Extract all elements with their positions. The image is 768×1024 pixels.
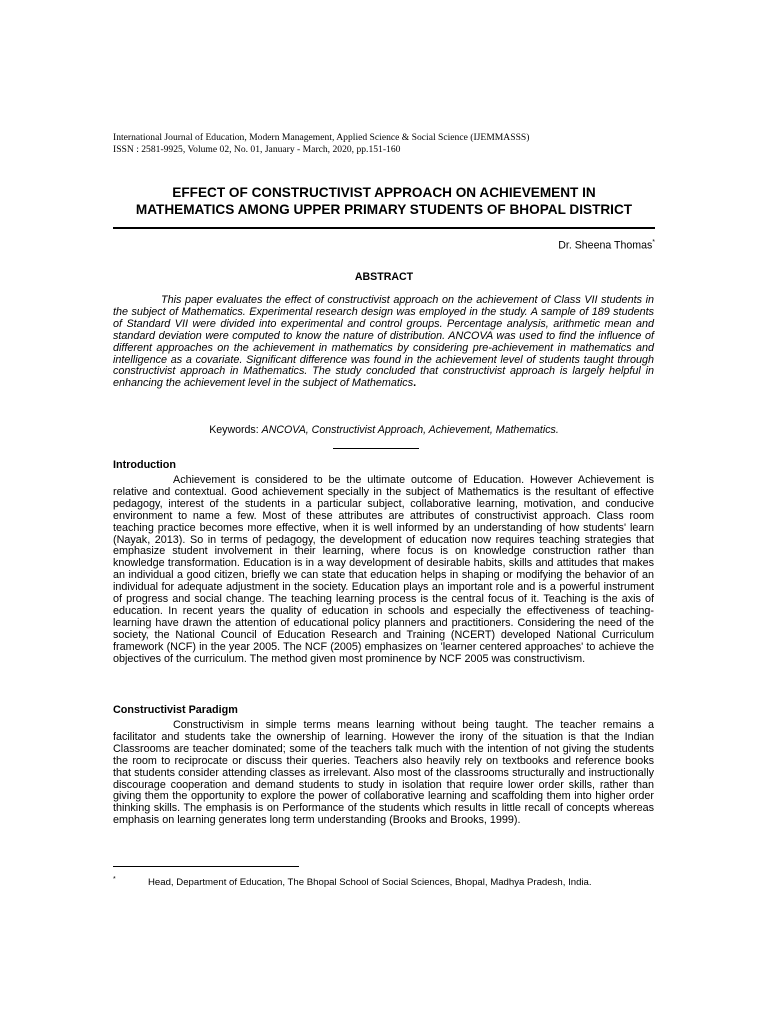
footnote-divider — [113, 866, 299, 867]
journal-citation-line: International Journal of Education, Modern Management, Applied Science & Social Science (IJEMMASSS) — [113, 132, 530, 143]
abstract-heading: ABSTRACT — [354, 271, 414, 283]
abstract-text: This paper evaluates the effect of constructivist approach on the achievement of Class VII students in the subject of Mathematics. Experimental research design was employed in the study. A sample of 189 students of Standard VII were divided into experimental and control groups. Percentage analysis, arithmetic mean and standard deviation were computed to know the nature of distribution. ANCOVA was used to find the influence of different approaches on the achievement in mathematics by considering pre-achievement in mathematics and intelligence as a covariate. Significant difference was found in the achievement level of students taught through constructivist approach in Mathematics. The study concluded that constructivist approach is largely helpful in enhancing the achievement level in the subject of Mathematics — [113, 294, 654, 390]
footnote — [113, 876, 592, 888]
constructivist-paradigm-body: Constructivism in simple terms means learning without being taught. The teacher remains a facilitator and students take the ownership of learning. However the irony of the situation is that the Indian Classrooms are teacher dominated; some of the teachers talk much with the intention of not giving the students the room to reciprocate or discuss their queries. Teachers also heavily rely on textbooks and reference books that students consider attending classes as irrelevant. Also most of the classrooms structurally and instructionally discourage cooperation and demand students to study in isolation that require lower order skills, rather than giving them the opportunity to explore the power of collaborative learning and scaffolding them into higher order thinking skills. The emphasis is on Performance of the students which results in little recall of concepts whereas emphasis on learning generates long term understanding (Brooks and Brooks, 1999). — [113, 719, 654, 827]
journal-header — [113, 132, 673, 155]
paper-title — [113, 184, 655, 218]
footnote-mark: * — [113, 876, 116, 883]
author-byline — [558, 239, 655, 252]
paper-title-line-1: EFFECT OF CONSTRUCTIVIST APPROACH ON ACHIEVEMENT IN — [172, 185, 596, 200]
keywords-label: Keywords: — [209, 424, 262, 436]
keywords-line — [113, 424, 655, 436]
keywords-separator-rule — [333, 448, 419, 449]
author-footnote-mark: * — [652, 239, 655, 246]
abstract-body — [113, 295, 654, 390]
title-divider — [113, 227, 655, 229]
constructivist-paradigm-heading: Constructivist Paradigm — [113, 704, 238, 716]
abstract-end-mark: . — [413, 377, 417, 390]
journal-issn-line: ISSN : 2581-9925, Volume 02, No. 01, January - March, 2020, pp.151-160 — [113, 143, 401, 155]
introduction-heading: Introduction — [113, 459, 176, 471]
introduction-body: Achievement is considered to be the ultimate outcome of Education. However Achievement is relative and contextual. Good achievement specially in the subject of Mathematics is the resultant of effective pedagogy, interest of the students in a particular subject, collaborative learning, motivation, and conducive environment to name a few. Most of these attributes are attributes of constructivist approach. Class room teaching practice becomes more effective, when it is well informed by an understanding of how students' learn (Nayak, 2013). So in terms of pedagogy, the development of education now requires teaching strategies that emphasize student involvement in their learning, where focus is on knowledge construction rather than knowledge transformation. Education is in a way development of desirable habits, skills and attitudes that makes an individual a good citizen, briefly we can state that education helps in shaping or modifying the behavior of an individual for adequate adjustment in the society. Education plays an important role and is a powerful instrument of progress and social change. The teaching learning process is the central focus of it. Teaching is the axis of education. In recent years the quality of education in schools and especially the effectiveness of teaching- learning have drawn the attention of educational policy planners and practitioners. Considering the need of the society, the National Council of Education Research and Training (NCERT) developed National Curriculum framework (NCF) in the year 2005. The NCF (2005) emphasizes on 'learner centered approaches' to achieve the objectives of the curriculum. The method given most prominence by NCF 2005 was constructivism. — [113, 474, 654, 665]
footnote-text: Head, Department of Education, The Bhopal School of Social Sciences, Bhopal, Madhya Pradesh, India. — [148, 877, 592, 889]
keywords-values: ANCOVA, Constructivist Approach, Achievement, Mathematics. — [261, 424, 559, 436]
author-name: Dr. Sheena Thomas — [558, 239, 653, 252]
paper-title-line-2: MATHEMATICS AMONG UPPER PRIMARY STUDENTS OF BHOPAL DISTRICT — [135, 202, 633, 217]
